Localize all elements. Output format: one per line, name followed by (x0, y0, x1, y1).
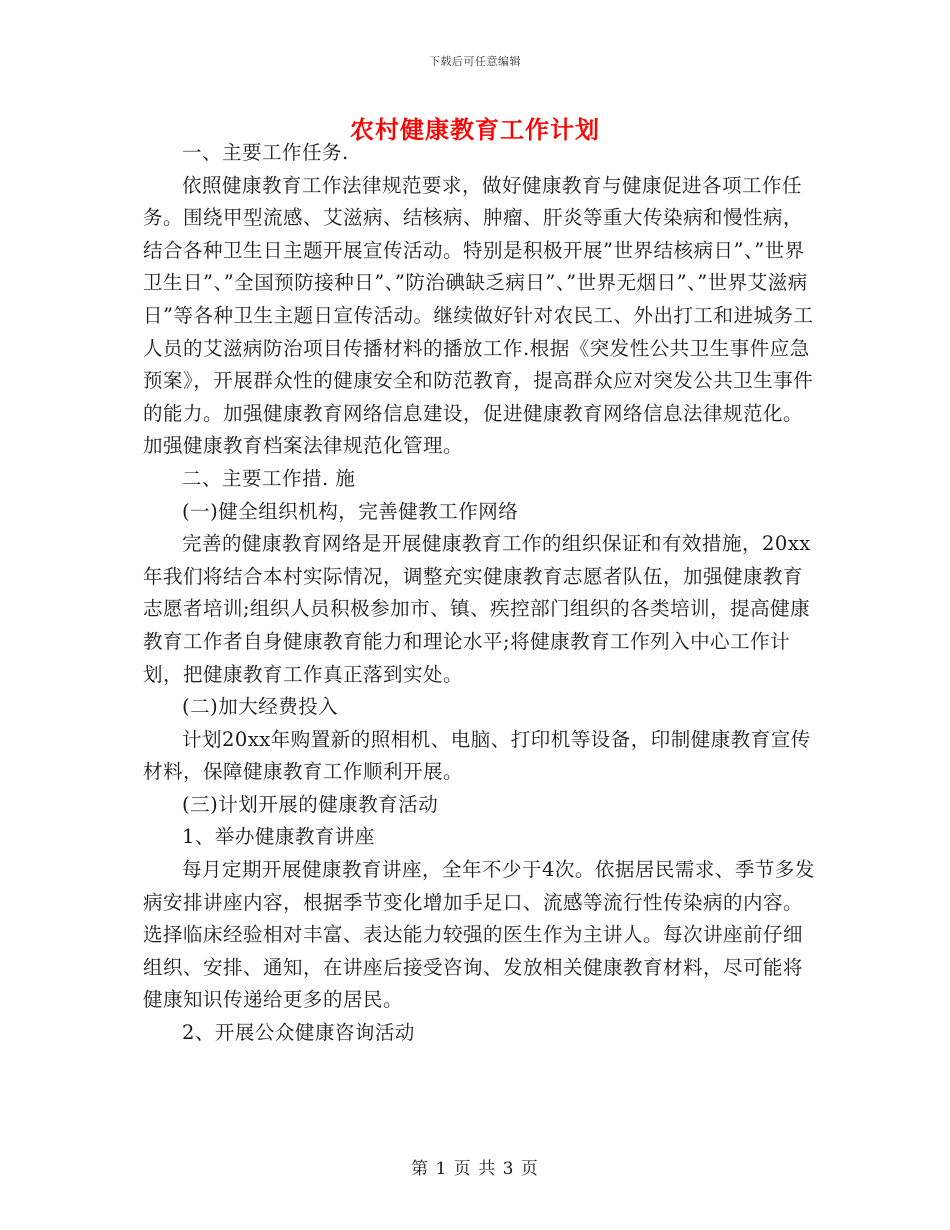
subheading-funding: (二)加大经费投入 (182, 695, 339, 719)
section-heading-1: 一、主要工作任务. (182, 141, 349, 164)
item-heading-lectures: 1、举办健康教育讲座 (182, 825, 375, 849)
paragraph-organization: 完善的健康教育网络是开展健康教育工作的组织保证和有效措施，20xx年我们将结合本村实际情况，调整充实健康教育志愿者队伍，加强健康教育志愿者培训;组织人员积极参加市、镇、疾控部门组织的各类培训，提高健康教育工作者自身健康教育能力和理论水平;将健康教育工作列入中心工作计划，把健康教育工作真正落到实处。 (143, 532, 811, 686)
paragraph-lectures: 每月定期开展健康教育讲座，全年不少于4次。依据居民需求、季节多发病安排讲座内容，根据季节变化增加手足口、流感等流行性传染病的内容。选择临床经验相对丰富、表达能力较强的医生作为主讲人。每次讲座前仔细组织、安排、通知，在讲座后接受咨询、发放相关健康教育材料，尽可能将健康知识传递给更多的居民。 (143, 858, 815, 1012)
subheading-activities: (三)计划开展的健康教育活动 (182, 792, 439, 816)
subheading-organization: (一)健全组织机构，完善健教工作网络 (182, 499, 519, 523)
page-footer: 第 1 页 共 3 页 (411, 1159, 539, 1179)
paragraph-tasks: 依照健康教育工作法律规范要求，做好健康教育与健康促进各项工作任务。围绕甲型流感、艾滋病、结核病、肿瘤、肝炎等重大传染病和慢性病，结合各种卫生日主题开展宣传活动。特别是积极开展”世界结核病日”、”世界卫生日”、”全国预防接种日”、”防治碘缺乏病日”、”世界无烟日”、”世界艾滋病日”等各种卫生主题日宣传活动。继续做好针对农民工、外出打工和进城务工人员的艾滋病防治项目传播材料的播放工作.根据《突发性公共卫生事件应急预案》，开展群众性的健康安全和防范教育，提高群众应对突发公共卫生事件的能力。加强健康教育网络信息建设，促进健康教育网络信息法律规范化。加强健康教育档案法律规范化管理。 (143, 173, 814, 458)
section-heading-2: 二、主要工作措. 施 (182, 466, 356, 490)
document-title: 农村健康教育工作计划 (350, 115, 600, 144)
header-note: 下载后可任意编辑 (429, 55, 521, 68)
item-heading-consultation: 2、开展公众健康咨询活动 (182, 1021, 415, 1045)
document-body (143, 137, 815, 1050)
paragraph-funding: 计划20xx年购置新的照相机、电脑、打印机等设备，印制健康教育宣传材料，保障健康教育工作顺利开展。 (143, 727, 811, 784)
